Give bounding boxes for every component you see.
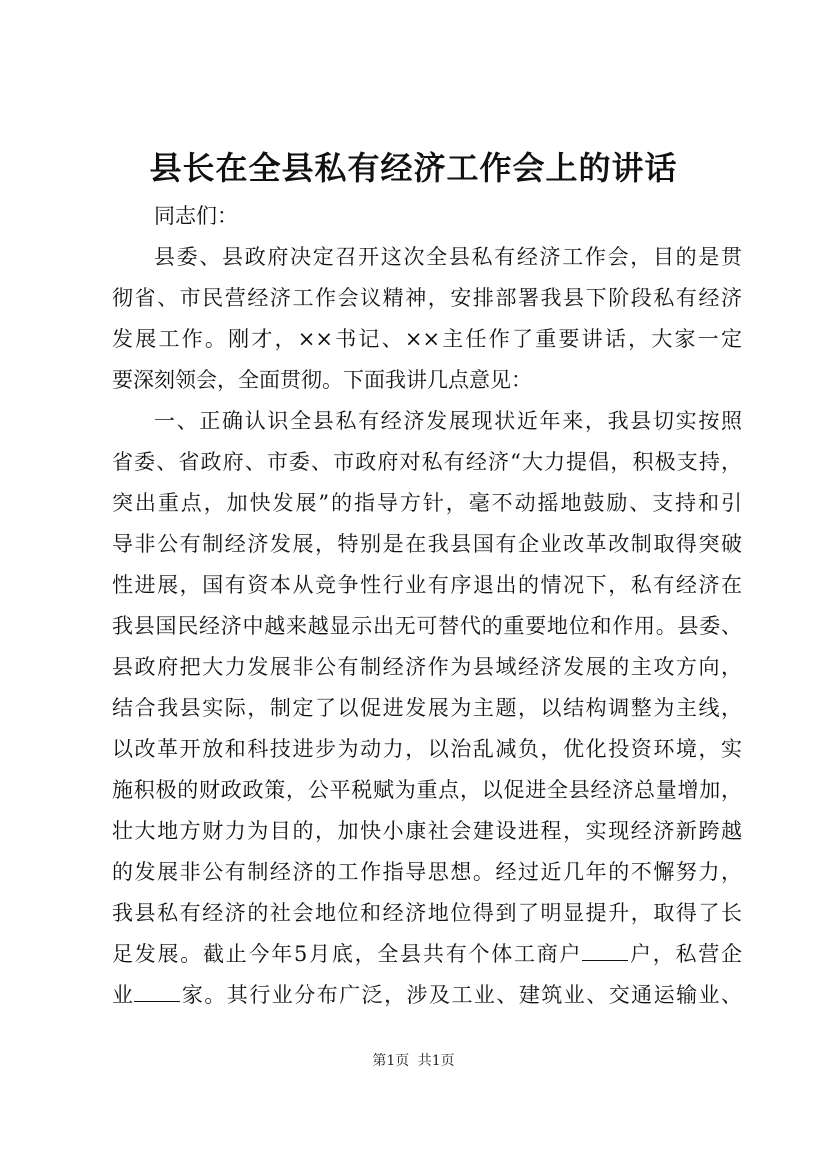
paragraph-line: 突出重点，加快发展”的指导方针，毫不动摇地鼓励、支持和引 bbox=[112, 491, 742, 515]
paragraph-line: 我县私有经济的社会地位和经济地位得到了明显提升，取得了长 bbox=[112, 901, 742, 925]
paragraph-line: 县政府把大力发展非公有制经济作为县域经济发展的主攻方向， bbox=[112, 655, 742, 679]
line-text: 户，私营企 bbox=[628, 942, 742, 966]
paragraph-line: 以改革开放和科技进步为动力，以治乱减负，优化投资环境，实 bbox=[112, 737, 742, 761]
paragraph-line-with-blank bbox=[112, 934, 742, 975]
line-text: 足发展。截止今年5月底，全县共有个体工商户 bbox=[112, 942, 583, 966]
paragraph-line: 施积极的财政政策，公平税赋为重点，以促进全县经济总量增加， bbox=[112, 778, 742, 802]
page-number: 第1页 bbox=[372, 1053, 410, 1069]
paragraph-line: 我县国民经济中越来越显示出无可替代的重要地位和作用。县委、 bbox=[112, 614, 742, 638]
paragraph-line: 一、正确认识全县私有经济发展现状近年来，我县切实按照 bbox=[154, 409, 742, 433]
paragraph-line: 结合我县实际，制定了以促进发展为主题，以结构调整为主线， bbox=[112, 696, 742, 720]
paragraph-line: 省委、省政府、市委、市政府对私有经济“大力提倡，积极支持， bbox=[112, 450, 742, 474]
paragraph-line: 发展工作。刚才，××书记、××主任作了重要讲话，大家一定 bbox=[112, 327, 742, 351]
paragraph-line: 的发展非公有制经济的工作指导思想。经过近几年的不懈努力， bbox=[112, 860, 742, 884]
paragraph-line: 要深刻领会，全面贯彻。下面我讲几点意见： bbox=[112, 368, 532, 392]
page-footer bbox=[0, 1051, 827, 1071]
page-total: 共1页 bbox=[417, 1053, 455, 1069]
line-text: 家。其行业分布广泛，涉及工业、建筑业、交通运输业、 bbox=[180, 983, 742, 1007]
paragraph-line: 导非公有制经济发展，特别是在我县国有企业改革改制取得突破 bbox=[112, 532, 742, 556]
paragraph-line: 彻省、市民营经济工作会议精神，安排部署我县下阶段私有经济 bbox=[112, 286, 742, 310]
paragraph-line: 县委、县政府决定召开这次全县私有经济工作会，目的是贯 bbox=[154, 245, 742, 269]
paragraph-line-with-blank bbox=[112, 975, 742, 1016]
salutation: 同志们： bbox=[154, 204, 238, 228]
document-body bbox=[112, 196, 742, 1016]
fill-in-blank bbox=[582, 942, 628, 961]
document-title: 县长在全县私有经济工作会上的讲话 bbox=[149, 149, 678, 187]
line-text: 业 bbox=[112, 983, 135, 1007]
fill-in-blank bbox=[134, 983, 180, 1002]
paragraph-line: 性进展，国有资本从竞争性行业有序退出的情况下，私有经济在 bbox=[112, 573, 742, 597]
paragraph-line: 壮大地方财力为目的，加快小康社会建设进程，实现经济新跨越 bbox=[112, 819, 742, 843]
